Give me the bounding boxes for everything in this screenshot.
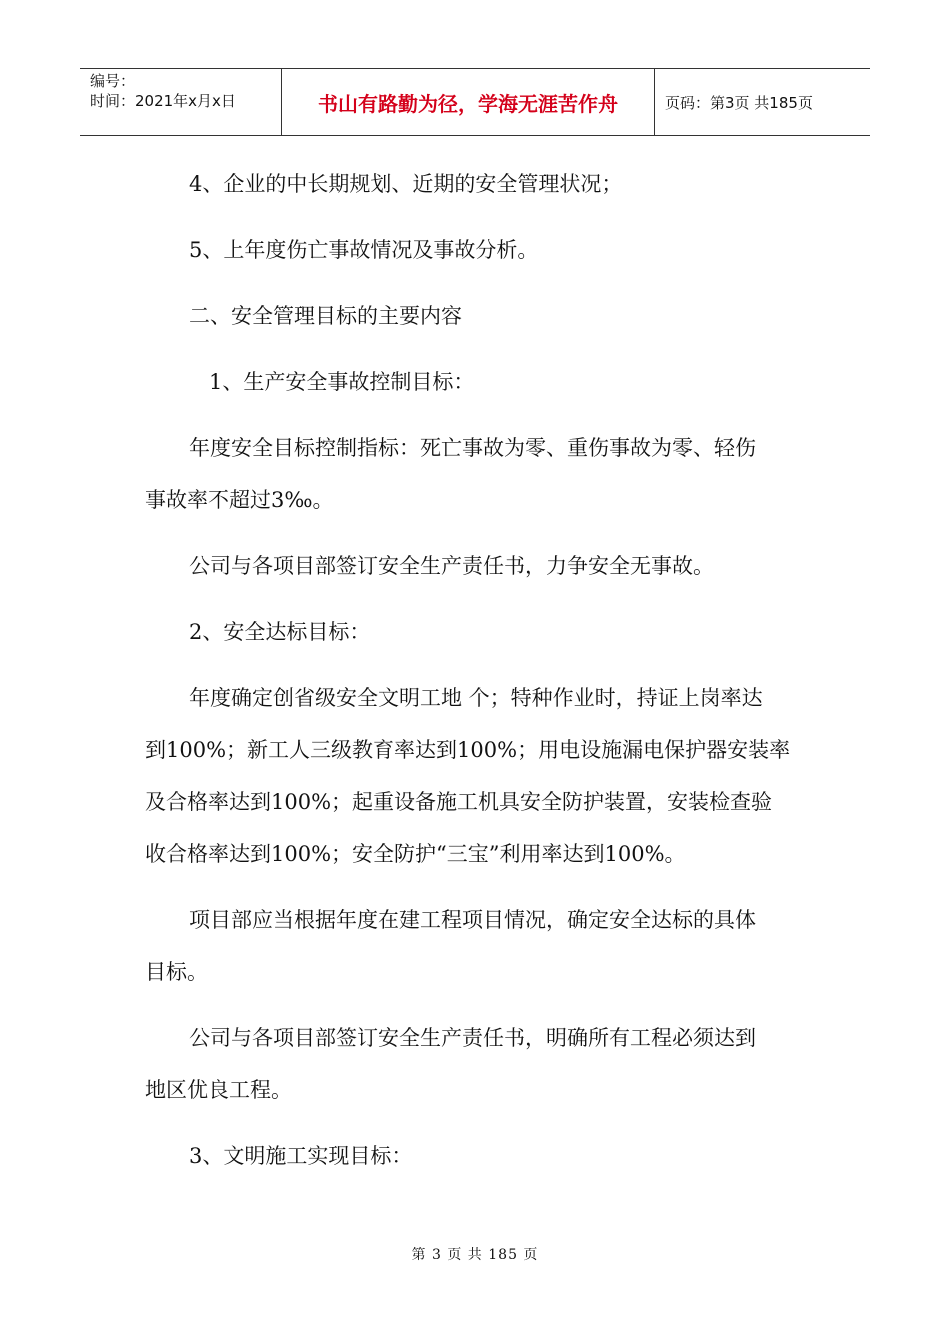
- subsection-heading: 3、文明施工实现目标：: [189, 1144, 413, 1168]
- paragraph-line: 收合格率达到100%；安全防护“三宝”利用率达到100%。: [145, 842, 686, 866]
- paragraph-line: 事故率不超过3‰。: [145, 488, 334, 512]
- subsection-heading: 1、生产安全事故控制目标：: [209, 370, 475, 394]
- page-footer: 第 3 页 共 185 页: [411, 1247, 539, 1263]
- paragraph-line: 地区优良工程。: [145, 1078, 292, 1102]
- paragraph: 5、上年度伤亡事故情况及事故分析。: [189, 238, 539, 262]
- document-number-label: 编号：: [90, 72, 136, 90]
- header-page-number: 页码：第3页 共185页: [665, 93, 813, 112]
- paragraph-line: 目标。: [145, 960, 208, 984]
- paragraph-line: 年度确定创省级安全文明工地 个；特种作业时，持证上岗率达: [189, 686, 763, 710]
- paragraph: 4、企业的中长期规划、近期的安全管理状况；: [189, 172, 623, 196]
- paragraph-line: 及合格率达到100%；起重设备施工机具安全防护装置，安装检查验: [145, 790, 773, 814]
- paragraph-line: 年度安全目标控制指标：死亡事故为零、重伤事故为零、轻伤: [189, 436, 756, 460]
- section-heading: 二、安全管理目标的主要内容: [189, 304, 462, 328]
- header-motto: 书山有路勤为径，学海无涯苦作舟: [282, 69, 655, 135]
- paragraph-line: 到100%；新工人三级教育率达到100%；用电设施漏电保护器安装率: [145, 738, 791, 762]
- paragraph-line: 公司与各项目部签订安全生产责任书，明确所有工程必须达到: [189, 1026, 756, 1050]
- document-date-label: 时间：2021年x月x日: [90, 92, 236, 110]
- paragraph: 公司与各项目部签订安全生产责任书，力争安全无事故。: [189, 554, 714, 578]
- page-header: [80, 68, 870, 136]
- paragraph-line: 项目部应当根据年度在建工程项目情况，确定安全达标的具体: [189, 908, 756, 932]
- subsection-heading: 2、安全达标目标：: [189, 620, 371, 644]
- header-info-cell: [80, 69, 282, 135]
